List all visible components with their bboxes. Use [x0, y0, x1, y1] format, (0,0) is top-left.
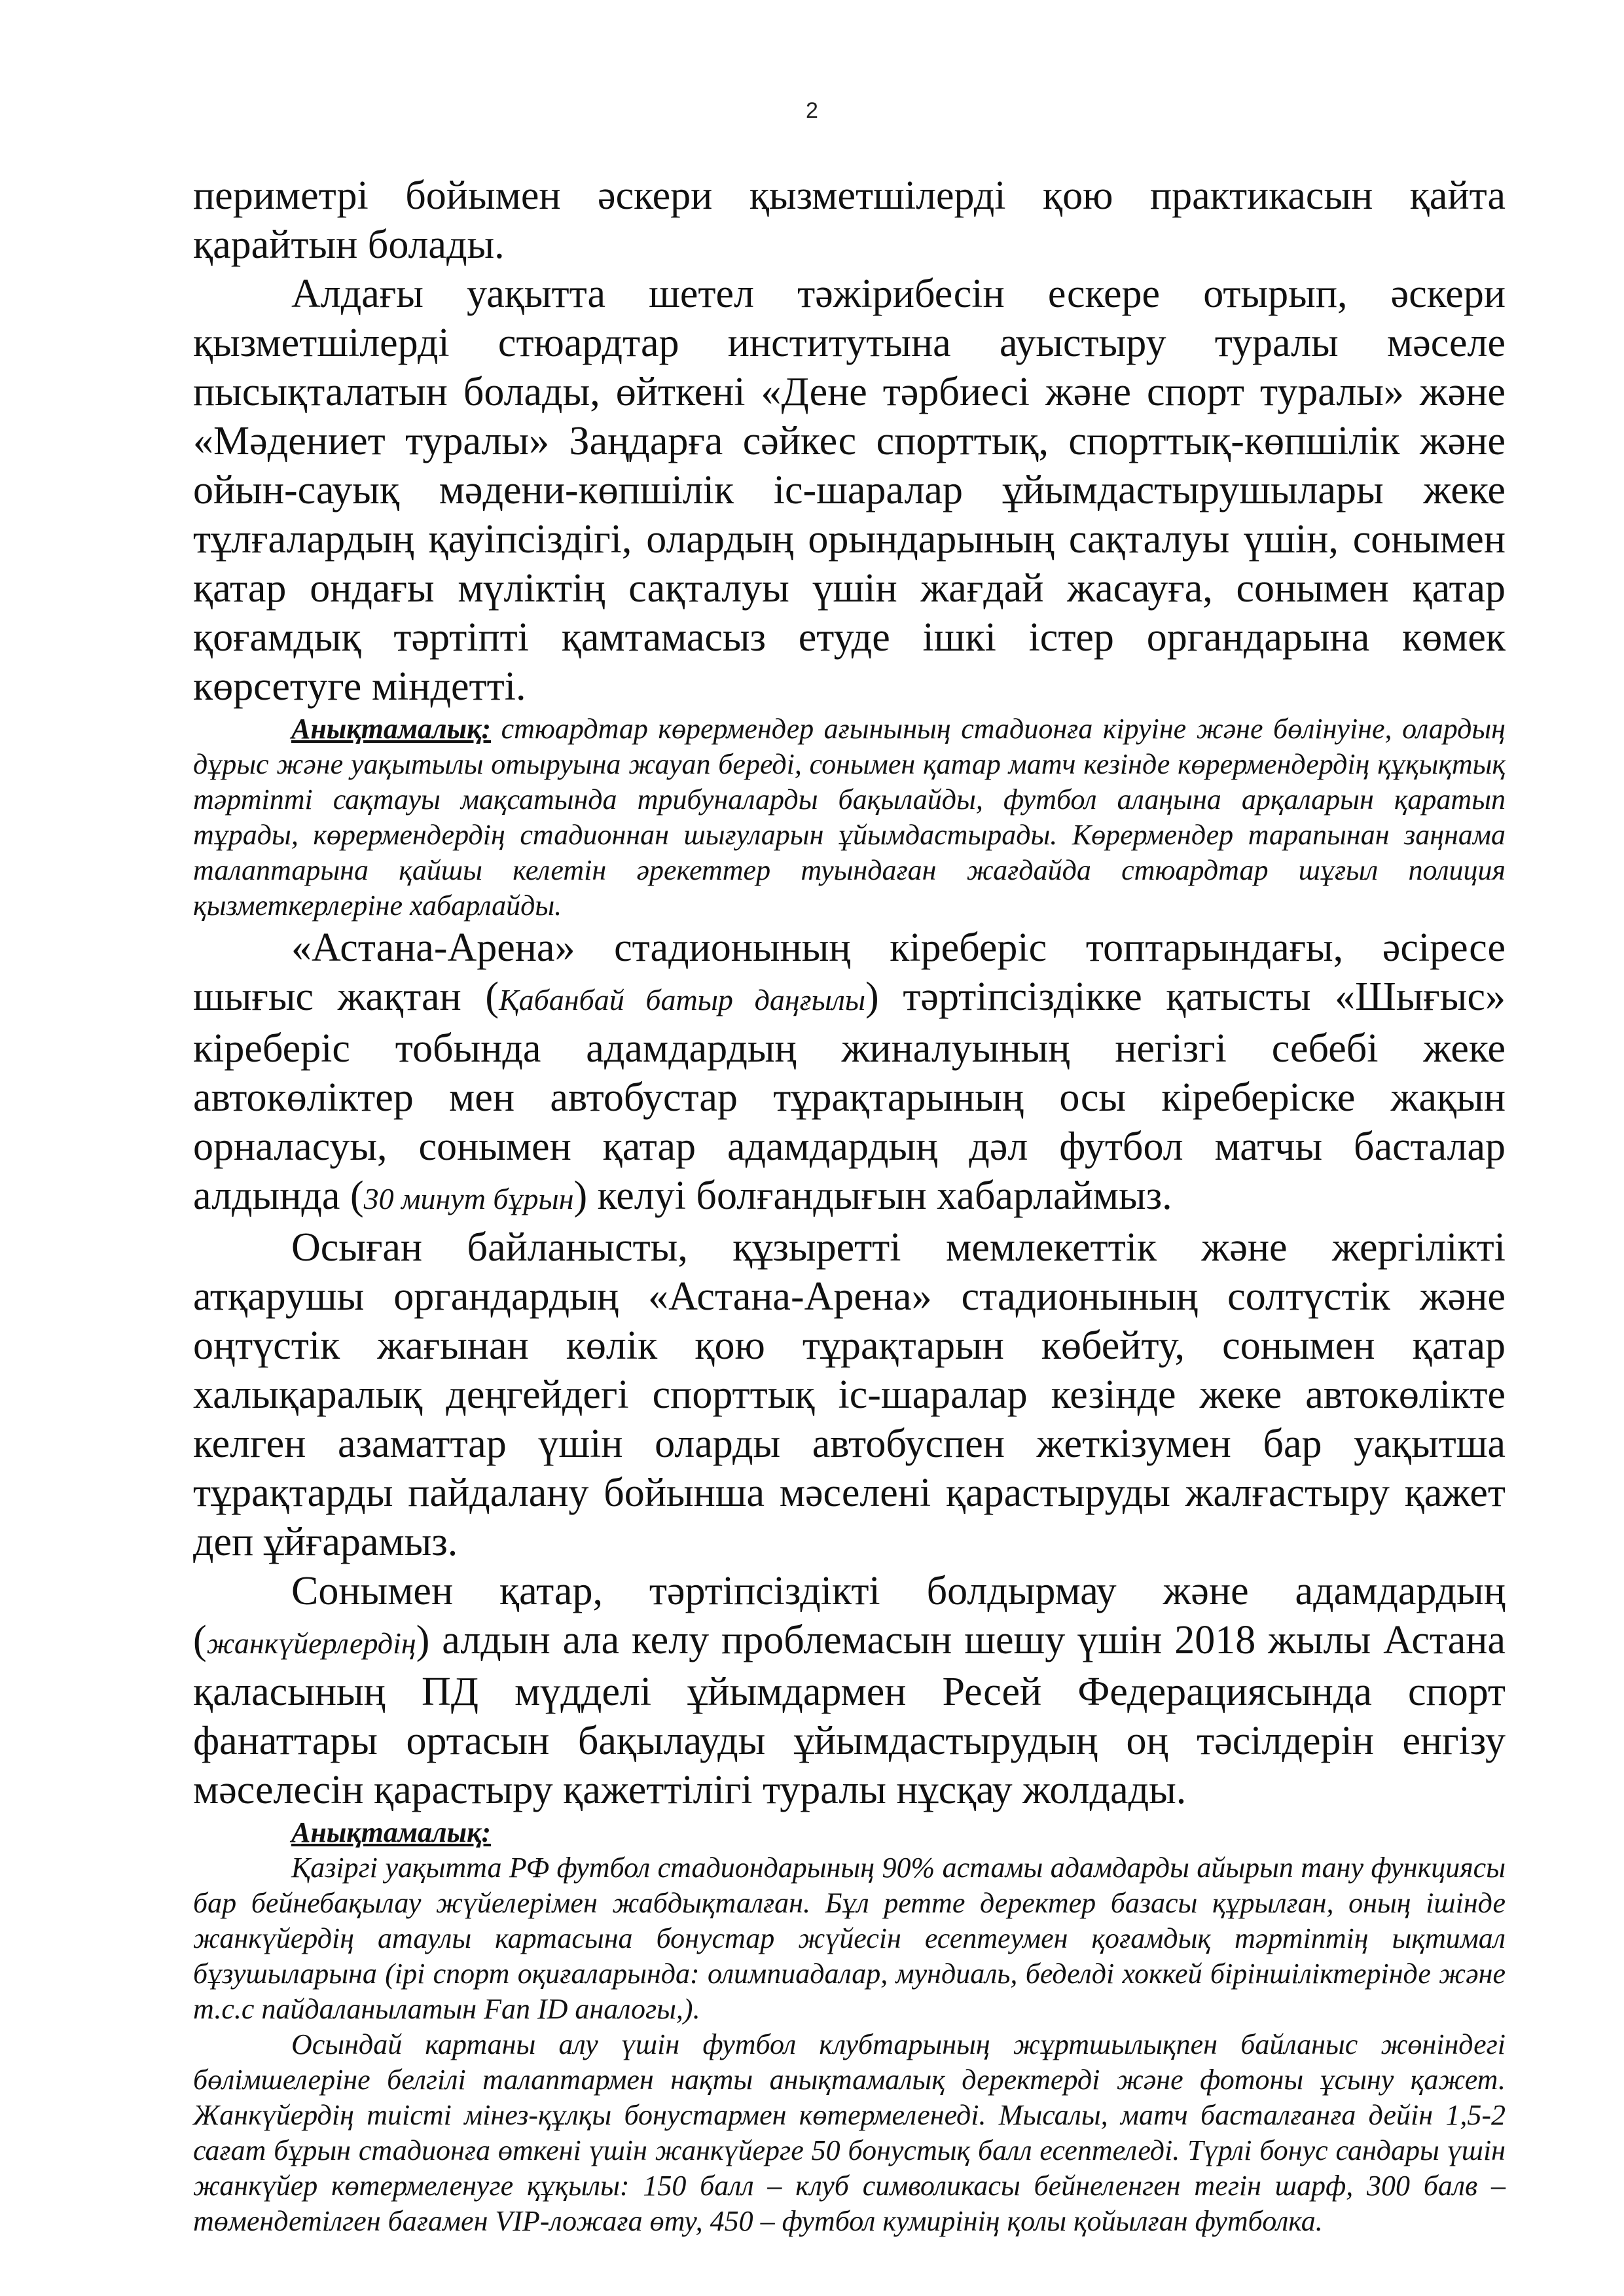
note-text: стюардтар көрермендер ағынының стадионға кіруіне және бөлінуіне, олардың дұрыс және уақытылы отыруына жауап береді, сонымен қатар матч кезінде көрермендердің құқықтық тәртіпті сақтауы мақсатында трибуналарды бақылайды, футбол алаңына арқаларын қаратып тұрады, көрермендердің стадионнан шығуларын ұйымдастырады. Көрермендер тарапынан заңнама талаптарына қайшы келетін әрекеттер туындаған жағдайда стюардтар шұғыл полиция қызметкерлеріне хабарлайды.	[193, 713, 1506, 922]
paragraph-foreign-experience: Алдағы уақытта шетел тәжірибесін ескере отырып, әскери қызметшілерді стюардтар институтына ауыстыру туралы мәселе пысықталатын болады, өйткені «Дене тәрбиесі және спорт туралы» және «Мәдениет туралы» Заңдарға сәйкес спорттық, спорттық-көпшілік және ойын-сауық мәдени-көпшілік іс-шаралар ұйымдастырушылары жеке тұлғалардың қауіпсіздігі, олардың орындарының сақталуы үшін, сонымен қатар ондағы мүліктің сақталуы үшін жағдай жасауға, сонымен қатар қоғамдық тәртіпті қамтамасыз етуде ішкі істер органдарына көмек көрсетуге міндетті.	[193, 272, 1506, 709]
paragraph-astana-arena	[193, 924, 1506, 1223]
text-run: ) келуі болғандығын хабарлаймыз.	[573, 1174, 1172, 1218]
italic-run: 30 минут бұрын	[363, 1182, 574, 1215]
note-label: Анықтамалық:	[291, 1816, 492, 1848]
note-label: Анықтамалық:	[291, 713, 492, 745]
paragraph-parking: Осыған байланысты, құзыретті мемлекеттік және жергілікті атқарушы органдардың «Астана-Арена» стадионының солтүстік және оңтүстік жағынан көлік қою тұрақтарын көбейту, сонымен қатар халықаралық деңгейдегі спорттық іс-шаралар кезінде жеке автокөлікте келген азаматтар үшін оларды автобуспен жеткізумен бар уақытша тұрақтарды пайдалану бойынша мәселені қарастыруды жалғастыру қажет деп ұйғарамыз.	[193, 1225, 1506, 1564]
paragraph-fans	[193, 1567, 1506, 1815]
note-fan-id: Қазіргі уақытта РФ футбол стадиондарының 90% астамы адамдарды айырып тану функциясы бар бейнебақылау жүйелерімен жабдықталған. Бұл ретте деректер базасы құрылған, оның ішінде жанкүйердің атаулы картасына бонустар жүйесін есептеумен қоғамдық тәртіптің ықтимал бұзушыларына (ірі спорт оқиғаларында: олимпиадалар, мундиаль, беделді хоккей біріншіліктерінде және т.с.с пайдаланылатын Fan ID аналогы,).	[193, 1852, 1506, 2025]
note-stewards	[193, 711, 1506, 924]
text-run: ) алдын ала келу проблемасын шешу үшін 2018 жылы Астана қаласының ПД мүдделі ұйымдармен Ресей Федерациясында спорт фанаттары ортасын бақылауды ұйымдастырудың оң тәсілдерін енгізу мәселесін қарастыру қажеттілігі туралы нұсқау жолдады.	[193, 1618, 1506, 1812]
text-run: «Астана-Арена» стадионының кіреберіс топтарындағы, әсіресе шығыс жақтан (	[193, 925, 1506, 1019]
document-body	[193, 171, 1506, 2239]
text-run: ) тәртіпсіздікке қатысты «Шығыс» кіреберіс тобында адамдардың жиналуының негізгі себебі жеке автокөліктер мен автобустар тұрақтарының осы кіреберіске жақын орналасуы, сонымен қатар адамдардың дәл футбол матчы басталар алдында (	[193, 975, 1506, 1218]
paragraph-continuation: периметрі бойымен әскери қызметшілерді қою практикасын қайта қарайтын болады.	[193, 173, 1506, 267]
italic-run: Қабанбай батыр даңғылы	[499, 983, 865, 1016]
text-run: Сонымен қатар, тәртіпсіздікті болдырмау және адамдардың (	[193, 1569, 1506, 1662]
italic-run: жанкүйерлердің	[206, 1626, 416, 1660]
page-number: 2	[806, 98, 818, 123]
note-bonus-card: Осындай картаны алу үшін футбол клубтарының жұртшылықпен байланыс жөніндегі бөлімшелеріне белгілі талаптармен нақты анықтамалық деректерді және фотоны ұсыну қажет. Жанкүйердің тиісті мінез-құлқы бонустармен көтермеленеді. Мысалы, матч басталғанға дейін 1,5-2 сағат бұрын стадионға өткені үшін жанкүйерге 50 бонустық балл есептеледі. Түрлі бонус сандары үшін жанкүйер көтермеленуге құқылы: 150 балл – клуб символикасы бейнеленген тегін шарф, 300 балв – төмендетілген бағамен VIP-ложаға өту, 450 – футбол кумирінің қолы қойылған футболка.	[193, 2028, 1506, 2237]
